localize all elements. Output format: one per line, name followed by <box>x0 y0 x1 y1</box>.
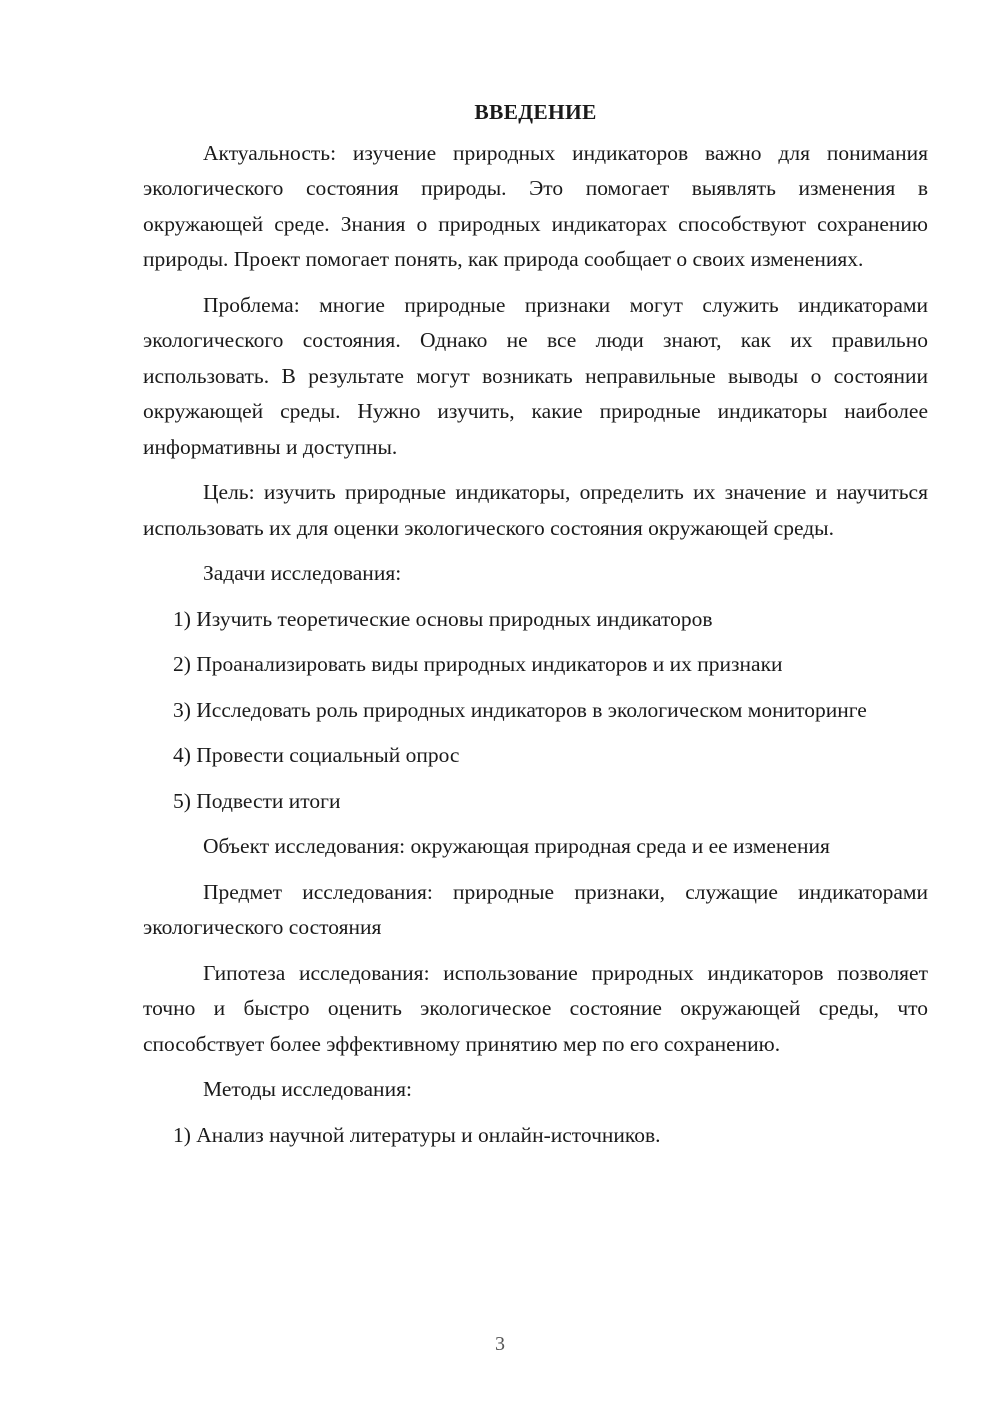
hypothesis-paragraph: Гипотеза исследования: использование природных индикаторов позволяет точно и быстро оценить экологическое состояние окружающей среды, что способствует более эффективному принятию мер по его сохранению. <box>143 960 928 1056</box>
tasks-heading: Задачи исследования: <box>203 561 402 585</box>
method-item-1: 1) Анализ научной литературы и онлайн-источников. <box>173 1122 661 1147</box>
page-title: ВВЕДЕНИЕ <box>474 100 597 124</box>
task-item-3: 3) Исследовать роль природных индикаторов в экологическом мониторинге <box>173 697 867 722</box>
task-item-4: 4) Провести социальный опрос <box>173 743 460 767</box>
relevance-paragraph: Актуальность: изучение природных индикаторов важно для понимания экологического состояния природы. Это помогает выявлять изменения в окружающей среде. Знания о природных индикаторах способствуют сохранению природы. Проект помогает понять, как природа сообщает о своих изменениях. <box>143 140 928 271</box>
document-page <box>143 95 928 1163</box>
goal-paragraph: Цель: изучить природные индикаторы, определить их значение и научиться использовать их для оценки экологического состояния окружающей среды. <box>143 480 928 540</box>
methods-heading: Методы исследования: <box>203 1077 412 1101</box>
problem-paragraph: Проблема: многие природные признаки могут служить индикаторами экологического состояния. Однако не все люди знают, как их правильно использовать. В результате могут возникать неправильные выводы о состоянии окружающей среды. Нужно изучить, какие природные индикаторы наиболее информативны и доступны. <box>143 292 928 459</box>
task-item-1: 1) Изучить теоретические основы природных индикаторов <box>173 606 713 631</box>
task-item-2: 2) Проанализировать виды природных индикаторов и их признаки <box>173 652 783 676</box>
page-number: 3 <box>495 1333 505 1355</box>
task-item-5: 5) Подвести итоги <box>173 788 341 813</box>
object-paragraph: Объект исследования: окружающая природная среда и ее изменения <box>203 834 830 858</box>
subject-paragraph: Предмет исследования: природные признаки, служащие индикаторами экологического состояния <box>143 879 928 939</box>
